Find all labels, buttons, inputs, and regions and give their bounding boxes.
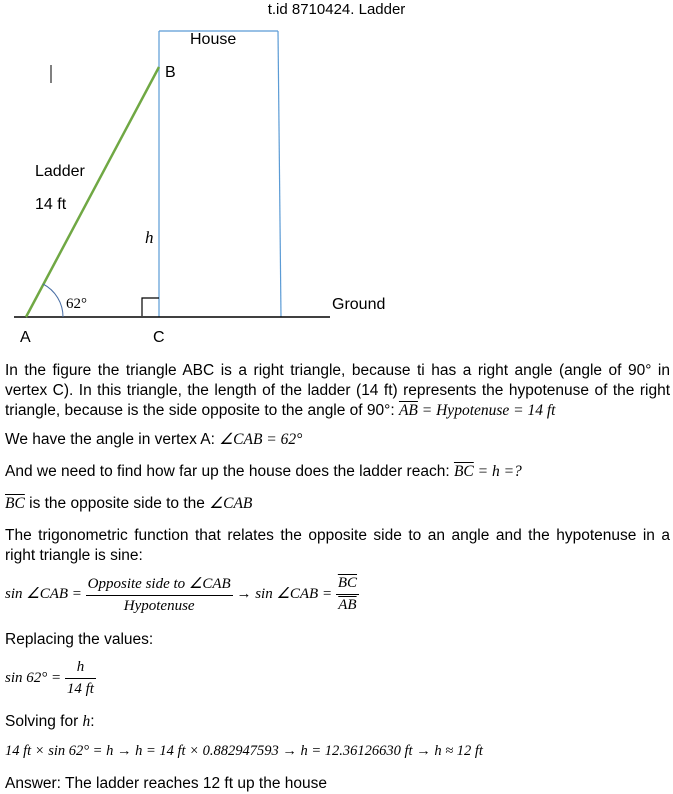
angle-arc [43, 284, 63, 317]
angle-label: 62° [66, 296, 87, 312]
house-outline [159, 31, 281, 317]
ground-label: Ground [332, 296, 386, 313]
ladder-label: Ladder [35, 163, 85, 180]
paragraph-angle: We have the angle in vertex A: ∠CAB = 62° [5, 431, 303, 448]
answer-text: Answer: The ladder reaches 12 ft up the house [5, 775, 327, 792]
paragraph-opposite-side: $\overline{BC}$ is the opposite side to the ∠CAB [5, 495, 253, 512]
page-title: t.id 8710424. Ladder [267, 1, 406, 18]
ladder-length-label: 14 ft [35, 196, 67, 213]
equation-solution: 14 ft × sin 62° = h → h = 14 ft × 0.882947593 → h = 12.36126630 ft → h ≈ 12 ft [5, 743, 483, 759]
paragraph-solving: Solving for h: [5, 713, 95, 730]
vertex-a-label: A [20, 329, 31, 346]
equation-sine-values: sin 62° = $\frac{h}{14 ft}$ [5, 659, 94, 697]
vertex-b-label: B [165, 64, 176, 81]
vertex-c-label: C [153, 329, 165, 346]
paragraph-replacing: Replacing the values: [5, 631, 154, 648]
fraction-h-over-14ft: $\frac{h}{14 ft}$ [66, 659, 94, 697]
paragraph-find-height: And we need to find how far up the house does the ladder reach: $\overline{BC} = h$ =? [5, 463, 522, 480]
paragraph-right-triangle: In the figure the triangle ABC is a right triangle, because ti has a right angle (angle of 90° in vertex C). In this triangle, the length of the ladder (14 ft) represents the hypotenuse of the right triangle, because is the side opposite to the angle of 90°: $\overline{AB}$ = Hypotenuse = 14 ft [5, 362, 670, 419]
right-angle-marker [142, 298, 159, 316]
fraction-opposite-over-hypotenuse: $\frac{\text{Opposite side to ∠CAB}}{\text{Hypotenuse}}$ [87, 576, 231, 614]
house-label: House [190, 31, 237, 48]
paragraph-sine: The trigonometric function that relates the opposite side to an angle and the hypotenuse in a right triangle is sine: [5, 527, 670, 564]
ladder-line [26, 67, 159, 317]
equation-sine-definition: sin ∠CAB = $\frac{\text{Opposite side to ∠CAB}}{\text{Hypotenuse}}$ → sin ∠CAB = $\frac{\overline{BC}}{AB}$ [5, 575, 358, 614]
fraction-bc-over-ab: $\frac{\overline{BC}}{AB}$ [337, 575, 358, 613]
height-label: h [145, 228, 154, 247]
